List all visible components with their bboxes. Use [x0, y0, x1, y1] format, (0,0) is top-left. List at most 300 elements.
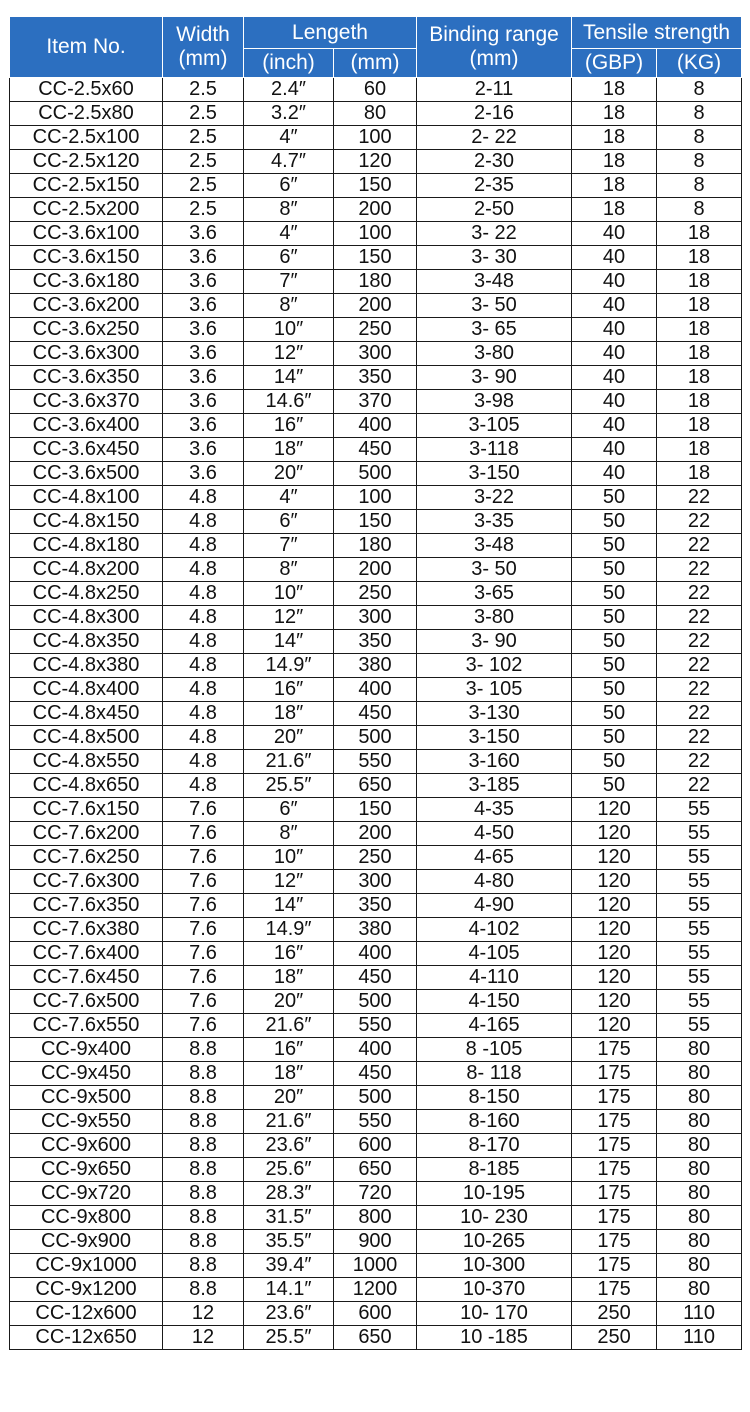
tensile-gbp-cell: 40: [572, 462, 657, 486]
width-cell: 4.8: [163, 606, 244, 630]
header-length: Lengeth: [244, 17, 417, 49]
binding-range-cell: 8 -105: [417, 1038, 572, 1062]
binding-range-cell: 8-150: [417, 1086, 572, 1110]
tensile-kg-cell: 8: [657, 150, 742, 174]
table-row: [10, 558, 742, 582]
tensile-kg-cell: 18: [657, 222, 742, 246]
length-mm-cell: 100: [334, 126, 417, 150]
item-no-cell: CC-3.6x350: [10, 366, 163, 390]
tensile-kg-cell: 18: [657, 366, 742, 390]
table-row: [10, 726, 742, 750]
length-mm-cell: 60: [334, 78, 417, 102]
tensile-gbp-cell: 50: [572, 510, 657, 534]
width-cell: 4.8: [163, 750, 244, 774]
table-row: [10, 1230, 742, 1254]
tensile-gbp-cell: 18: [572, 150, 657, 174]
table-row: [10, 750, 742, 774]
tensile-gbp-cell: 18: [572, 174, 657, 198]
header-binding-range: [417, 17, 572, 78]
item-no-cell: CC-4.8x180: [10, 534, 163, 558]
length-inch-cell: 20″: [244, 990, 334, 1014]
width-cell: 3.6: [163, 414, 244, 438]
binding-range-cell: 4-90: [417, 894, 572, 918]
width-cell: 4.8: [163, 534, 244, 558]
header-tensile-strength: Tensile strength: [572, 17, 742, 49]
length-inch-cell: 6″: [244, 174, 334, 198]
item-no-cell: CC-2.5x80: [10, 102, 163, 126]
binding-range-cell: 8-160: [417, 1110, 572, 1134]
tensile-kg-cell: 55: [657, 798, 742, 822]
tensile-gbp-cell: 50: [572, 774, 657, 798]
tensile-gbp-cell: 250: [572, 1302, 657, 1326]
binding-range-cell: 8- 118: [417, 1062, 572, 1086]
tensile-kg-cell: 80: [657, 1062, 742, 1086]
binding-range-cell: 3- 22: [417, 222, 572, 246]
tensile-kg-cell: 80: [657, 1086, 742, 1110]
length-inch-cell: 31.5″: [244, 1206, 334, 1230]
tensile-kg-cell: 80: [657, 1254, 742, 1278]
tensile-gbp-cell: 40: [572, 342, 657, 366]
tensile-gbp-cell: 120: [572, 870, 657, 894]
tensile-kg-cell: 80: [657, 1230, 742, 1254]
item-no-cell: CC-4.8x300: [10, 606, 163, 630]
binding-range-cell: 10 -185: [417, 1326, 572, 1350]
table-row: [10, 702, 742, 726]
item-no-cell: CC-7.6x500: [10, 990, 163, 1014]
tensile-kg-cell: 8: [657, 78, 742, 102]
item-no-cell: CC-9x720: [10, 1182, 163, 1206]
length-inch-cell: 23.6″: [244, 1134, 334, 1158]
length-mm-cell: 200: [334, 294, 417, 318]
binding-range-cell: 3-150: [417, 462, 572, 486]
tensile-kg-cell: 22: [657, 558, 742, 582]
tensile-gbp-cell: 175: [572, 1086, 657, 1110]
binding-range-cell: 3- 90: [417, 366, 572, 390]
table-row: [10, 198, 742, 222]
length-inch-cell: 3.2″: [244, 102, 334, 126]
item-no-cell: CC-3.6x500: [10, 462, 163, 486]
binding-range-cell: 3- 90: [417, 630, 572, 654]
item-no-cell: CC-9x600: [10, 1134, 163, 1158]
tensile-gbp-cell: 50: [572, 702, 657, 726]
binding-range-cell: 4-165: [417, 1014, 572, 1038]
tensile-gbp-cell: 50: [572, 558, 657, 582]
tensile-gbp-cell: 120: [572, 990, 657, 1014]
tensile-gbp-cell: 18: [572, 78, 657, 102]
tensile-kg-cell: 55: [657, 846, 742, 870]
tensile-gbp-cell: 175: [572, 1230, 657, 1254]
item-no-cell: CC-3.6x180: [10, 270, 163, 294]
tensile-kg-cell: 55: [657, 942, 742, 966]
item-no-cell: CC-7.6x350: [10, 894, 163, 918]
length-inch-cell: 6″: [244, 510, 334, 534]
item-no-cell: CC-3.6x150: [10, 246, 163, 270]
width-cell: 7.6: [163, 918, 244, 942]
length-inch-cell: 14″: [244, 630, 334, 654]
binding-range-cell: 4-80: [417, 870, 572, 894]
item-no-cell: CC-2.5x100: [10, 126, 163, 150]
binding-range-cell: 2-35: [417, 174, 572, 198]
table-row: [10, 1158, 742, 1182]
header-width-unit: (mm): [178, 47, 228, 70]
header-width-label: Width: [176, 23, 230, 46]
binding-range-cell: 10- 170: [417, 1302, 572, 1326]
table-row: [10, 870, 742, 894]
length-mm-cell: 650: [334, 1158, 417, 1182]
width-cell: 8.8: [163, 1158, 244, 1182]
table-row: [10, 966, 742, 990]
table-row: [10, 294, 742, 318]
length-mm-cell: 500: [334, 462, 417, 486]
length-inch-cell: 14″: [244, 894, 334, 918]
length-mm-cell: 100: [334, 222, 417, 246]
item-no-cell: CC-3.6x370: [10, 390, 163, 414]
width-cell: 3.6: [163, 222, 244, 246]
item-no-cell: CC-9x1200: [10, 1278, 163, 1302]
table-row: [10, 894, 742, 918]
length-inch-cell: 14.9″: [244, 654, 334, 678]
tensile-kg-cell: 8: [657, 174, 742, 198]
length-mm-cell: 200: [334, 558, 417, 582]
tensile-kg-cell: 55: [657, 966, 742, 990]
tensile-gbp-cell: 120: [572, 846, 657, 870]
length-mm-cell: 450: [334, 438, 417, 462]
length-mm-cell: 600: [334, 1134, 417, 1158]
length-mm-cell: 150: [334, 246, 417, 270]
length-inch-cell: 8″: [244, 198, 334, 222]
tensile-gbp-cell: 50: [572, 486, 657, 510]
table-header: [10, 17, 742, 78]
length-inch-cell: 25.5″: [244, 774, 334, 798]
header-length-mm: (mm): [334, 49, 417, 78]
binding-range-cell: 3- 102: [417, 654, 572, 678]
length-inch-cell: 20″: [244, 462, 334, 486]
length-inch-cell: 16″: [244, 678, 334, 702]
binding-range-cell: 10-370: [417, 1278, 572, 1302]
header-binding-label: Binding range: [429, 23, 559, 46]
item-no-cell: CC-4.8x100: [10, 486, 163, 510]
length-mm-cell: 250: [334, 318, 417, 342]
length-mm-cell: 80: [334, 102, 417, 126]
length-inch-cell: 6″: [244, 246, 334, 270]
tensile-kg-cell: 22: [657, 582, 742, 606]
length-mm-cell: 120: [334, 150, 417, 174]
tensile-gbp-cell: 40: [572, 414, 657, 438]
item-no-cell: CC-4.8x200: [10, 558, 163, 582]
tensile-gbp-cell: 175: [572, 1182, 657, 1206]
width-cell: 8.8: [163, 1182, 244, 1206]
item-no-cell: CC-2.5x120: [10, 150, 163, 174]
binding-range-cell: 3-98: [417, 390, 572, 414]
tensile-gbp-cell: 120: [572, 798, 657, 822]
tensile-gbp-cell: 40: [572, 438, 657, 462]
binding-range-cell: 2-16: [417, 102, 572, 126]
tensile-kg-cell: 80: [657, 1278, 742, 1302]
length-mm-cell: 600: [334, 1302, 417, 1326]
tensile-gbp-cell: 175: [572, 1278, 657, 1302]
binding-range-cell: 3-48: [417, 270, 572, 294]
header-item-no: Item No.: [10, 17, 163, 78]
tensile-gbp-cell: 175: [572, 1158, 657, 1182]
tensile-kg-cell: 55: [657, 870, 742, 894]
cable-tie-spec-table-container: [9, 16, 742, 1350]
length-mm-cell: 150: [334, 174, 417, 198]
header-tensile-kg: (KG): [657, 49, 742, 78]
length-mm-cell: 100: [334, 486, 417, 510]
tensile-kg-cell: 55: [657, 990, 742, 1014]
tensile-gbp-cell: 50: [572, 606, 657, 630]
binding-range-cell: 4-102: [417, 918, 572, 942]
length-mm-cell: 380: [334, 918, 417, 942]
item-no-cell: CC-9x1000: [10, 1254, 163, 1278]
width-cell: 7.6: [163, 966, 244, 990]
tensile-gbp-cell: 18: [572, 126, 657, 150]
length-inch-cell: 14.9″: [244, 918, 334, 942]
length-inch-cell: 8″: [244, 294, 334, 318]
tensile-gbp-cell: 175: [572, 1134, 657, 1158]
table-row: [10, 1014, 742, 1038]
width-cell: 12: [163, 1302, 244, 1326]
item-no-cell: CC-4.8x500: [10, 726, 163, 750]
length-mm-cell: 250: [334, 582, 417, 606]
length-mm-cell: 500: [334, 726, 417, 750]
binding-range-cell: 3-80: [417, 606, 572, 630]
length-inch-cell: 14.1″: [244, 1278, 334, 1302]
item-no-cell: CC-12x650: [10, 1326, 163, 1350]
item-no-cell: CC-4.8x400: [10, 678, 163, 702]
item-no-cell: CC-7.6x300: [10, 870, 163, 894]
width-cell: 8.8: [163, 1062, 244, 1086]
length-mm-cell: 900: [334, 1230, 417, 1254]
length-mm-cell: 1000: [334, 1254, 417, 1278]
width-cell: 12: [163, 1326, 244, 1350]
table-row: [10, 102, 742, 126]
length-mm-cell: 250: [334, 846, 417, 870]
item-no-cell: CC-7.6x400: [10, 942, 163, 966]
width-cell: 8.8: [163, 1206, 244, 1230]
item-no-cell: CC-9x800: [10, 1206, 163, 1230]
tensile-kg-cell: 80: [657, 1158, 742, 1182]
cable-tie-spec-table: [9, 16, 742, 1350]
length-mm-cell: 650: [334, 774, 417, 798]
width-cell: 3.6: [163, 390, 244, 414]
length-mm-cell: 180: [334, 270, 417, 294]
length-inch-cell: 16″: [244, 942, 334, 966]
binding-range-cell: 3- 50: [417, 558, 572, 582]
tensile-kg-cell: 18: [657, 390, 742, 414]
binding-range-cell: 4-65: [417, 846, 572, 870]
table-row: [10, 822, 742, 846]
table-row: [10, 918, 742, 942]
table-row: [10, 1326, 742, 1350]
tensile-kg-cell: 22: [657, 510, 742, 534]
length-inch-cell: 4″: [244, 126, 334, 150]
item-no-cell: CC-4.8x350: [10, 630, 163, 654]
table-row: [10, 366, 742, 390]
width-cell: 3.6: [163, 462, 244, 486]
tensile-gbp-cell: 120: [572, 942, 657, 966]
tensile-gbp-cell: 18: [572, 198, 657, 222]
width-cell: 7.6: [163, 822, 244, 846]
length-mm-cell: 150: [334, 798, 417, 822]
length-mm-cell: 350: [334, 366, 417, 390]
tensile-kg-cell: 110: [657, 1326, 742, 1350]
table-row: [10, 318, 742, 342]
item-no-cell: CC-3.6x300: [10, 342, 163, 366]
length-inch-cell: 16″: [244, 414, 334, 438]
width-cell: 8.8: [163, 1038, 244, 1062]
width-cell: 3.6: [163, 438, 244, 462]
tensile-gbp-cell: 18: [572, 102, 657, 126]
tensile-kg-cell: 22: [657, 774, 742, 798]
tensile-gbp-cell: 120: [572, 1014, 657, 1038]
width-cell: 7.6: [163, 846, 244, 870]
table-row: [10, 1206, 742, 1230]
width-cell: 8.8: [163, 1110, 244, 1134]
item-no-cell: CC-7.6x200: [10, 822, 163, 846]
tensile-kg-cell: 22: [657, 678, 742, 702]
tensile-gbp-cell: 40: [572, 390, 657, 414]
length-inch-cell: 28.3″: [244, 1182, 334, 1206]
tensile-kg-cell: 22: [657, 486, 742, 510]
item-no-cell: CC-7.6x380: [10, 918, 163, 942]
binding-range-cell: 10-265: [417, 1230, 572, 1254]
binding-range-cell: 3-65: [417, 582, 572, 606]
length-mm-cell: 450: [334, 1062, 417, 1086]
length-inch-cell: 10″: [244, 318, 334, 342]
length-mm-cell: 400: [334, 414, 417, 438]
length-mm-cell: 370: [334, 390, 417, 414]
width-cell: 4.8: [163, 678, 244, 702]
binding-range-cell: 3-160: [417, 750, 572, 774]
tensile-kg-cell: 80: [657, 1206, 742, 1230]
tensile-kg-cell: 22: [657, 606, 742, 630]
length-mm-cell: 450: [334, 966, 417, 990]
binding-range-cell: 3-105: [417, 414, 572, 438]
width-cell: 2.5: [163, 126, 244, 150]
binding-range-cell: 3- 50: [417, 294, 572, 318]
binding-range-cell: 3-22: [417, 486, 572, 510]
width-cell: 4.8: [163, 774, 244, 798]
tensile-kg-cell: 18: [657, 342, 742, 366]
table-row: [10, 606, 742, 630]
length-inch-cell: 12″: [244, 342, 334, 366]
binding-range-cell: 8-185: [417, 1158, 572, 1182]
table-row: [10, 1038, 742, 1062]
binding-range-cell: 3-150: [417, 726, 572, 750]
length-mm-cell: 300: [334, 606, 417, 630]
width-cell: 2.5: [163, 150, 244, 174]
length-inch-cell: 2.4″: [244, 78, 334, 102]
table-row: [10, 246, 742, 270]
table-row: [10, 654, 742, 678]
width-cell: 4.8: [163, 510, 244, 534]
length-mm-cell: 550: [334, 750, 417, 774]
table-row: [10, 222, 742, 246]
length-inch-cell: 14.6″: [244, 390, 334, 414]
binding-range-cell: 4-110: [417, 966, 572, 990]
tensile-kg-cell: 55: [657, 822, 742, 846]
width-cell: 3.6: [163, 366, 244, 390]
table-row: [10, 174, 742, 198]
length-inch-cell: 7″: [244, 534, 334, 558]
length-inch-cell: 10″: [244, 846, 334, 870]
binding-range-cell: 10-300: [417, 1254, 572, 1278]
length-mm-cell: 400: [334, 678, 417, 702]
tensile-gbp-cell: 120: [572, 966, 657, 990]
table-row: [10, 414, 742, 438]
tensile-gbp-cell: 40: [572, 222, 657, 246]
table-row: [10, 582, 742, 606]
tensile-gbp-cell: 120: [572, 822, 657, 846]
width-cell: 7.6: [163, 942, 244, 966]
binding-range-cell: 10-195: [417, 1182, 572, 1206]
tensile-gbp-cell: 50: [572, 582, 657, 606]
length-inch-cell: 14″: [244, 366, 334, 390]
tensile-gbp-cell: 120: [572, 918, 657, 942]
width-cell: 4.8: [163, 558, 244, 582]
tensile-kg-cell: 22: [657, 726, 742, 750]
table-row: [10, 1254, 742, 1278]
table-row: [10, 846, 742, 870]
length-inch-cell: 18″: [244, 1062, 334, 1086]
tensile-kg-cell: 18: [657, 414, 742, 438]
item-no-cell: CC-2.5x200: [10, 198, 163, 222]
tensile-gbp-cell: 40: [572, 246, 657, 270]
tensile-gbp-cell: 175: [572, 1110, 657, 1134]
tensile-kg-cell: 18: [657, 294, 742, 318]
item-no-cell: CC-9x450: [10, 1062, 163, 1086]
tensile-kg-cell: 8: [657, 198, 742, 222]
length-inch-cell: 16″: [244, 1038, 334, 1062]
width-cell: 8.8: [163, 1278, 244, 1302]
length-mm-cell: 400: [334, 942, 417, 966]
table-row: [10, 270, 742, 294]
table-row: [10, 342, 742, 366]
table-row: [10, 1134, 742, 1158]
binding-range-cell: 3-48: [417, 534, 572, 558]
item-no-cell: CC-3.6x450: [10, 438, 163, 462]
binding-range-cell: 2-30: [417, 150, 572, 174]
binding-range-cell: 3- 65: [417, 318, 572, 342]
tensile-gbp-cell: 175: [572, 1254, 657, 1278]
item-no-cell: CC-4.8x650: [10, 774, 163, 798]
table-row: [10, 990, 742, 1014]
width-cell: 3.6: [163, 270, 244, 294]
width-cell: 3.6: [163, 246, 244, 270]
table-row: [10, 1062, 742, 1086]
binding-range-cell: 4-150: [417, 990, 572, 1014]
length-inch-cell: 4″: [244, 222, 334, 246]
length-inch-cell: 12″: [244, 870, 334, 894]
item-no-cell: CC-4.8x550: [10, 750, 163, 774]
binding-range-cell: 3- 105: [417, 678, 572, 702]
table-row: [10, 798, 742, 822]
tensile-kg-cell: 110: [657, 1302, 742, 1326]
width-cell: 2.5: [163, 102, 244, 126]
table-row: [10, 78, 742, 102]
binding-range-cell: 2-50: [417, 198, 572, 222]
length-inch-cell: 21.6″: [244, 1110, 334, 1134]
tensile-gbp-cell: 50: [572, 678, 657, 702]
binding-range-cell: 4-50: [417, 822, 572, 846]
binding-range-cell: 4-35: [417, 798, 572, 822]
table-row: [10, 462, 742, 486]
tensile-gbp-cell: 175: [572, 1062, 657, 1086]
length-mm-cell: 400: [334, 1038, 417, 1062]
width-cell: 4.8: [163, 630, 244, 654]
length-mm-cell: 550: [334, 1110, 417, 1134]
